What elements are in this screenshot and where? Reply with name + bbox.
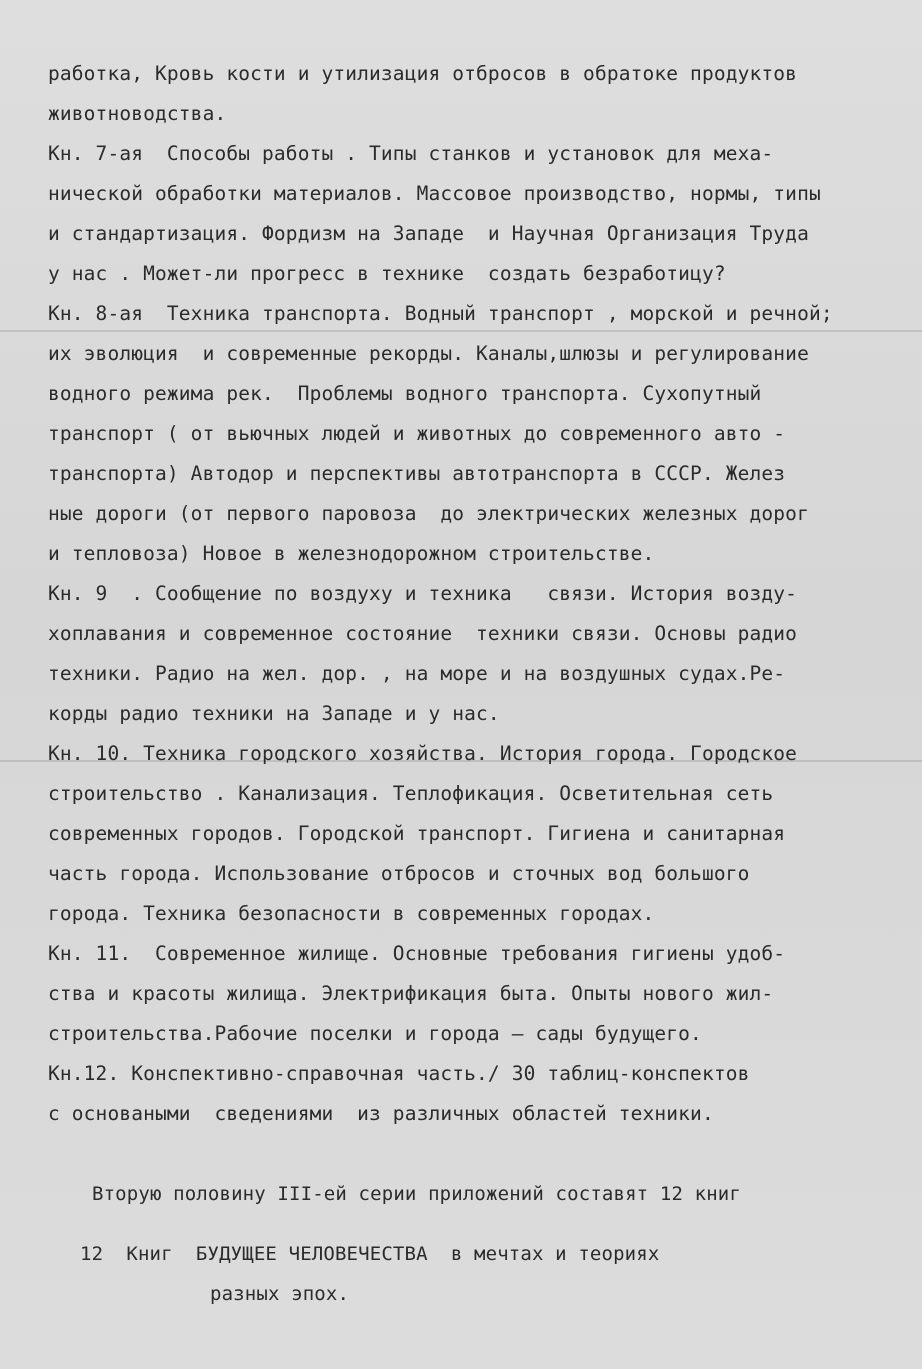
text-line: с основаными сведениями из различных областей техники. <box>48 1102 714 1125</box>
text-line: транспорт ( от вьючных людей и животных до современного авто - <box>48 422 786 445</box>
text-line: техники. Радио на жел. дор. , на море и на воздушных судах.Ре- <box>48 662 786 685</box>
text-line: строительства.Рабочие поселки и города — сады будущего. <box>48 1022 702 1045</box>
text-line: работка, Кровь кости и утилизация отбросов в обратоке продуктов <box>48 62 798 85</box>
text-line: транспорта) Автодор и перспективы автотранспорта в СССР. Желез <box>48 462 786 485</box>
text-line: у нас . Может-ли прогресс в технике создать безработицу? <box>48 262 726 285</box>
text-line: Кн. 10. Техника городского хозяйства. История города. Городское <box>48 742 798 765</box>
text-line: ные дороги (от первого паровоза до электрических железных дорог <box>48 502 809 525</box>
text-line: города. Техника безопасности в современных городах. <box>48 902 655 925</box>
footer-line: 12 Книг БУДУЩЕЕ ЧЕЛОВЕЧЕСТВА в мечтах и теориях <box>80 1243 660 1265</box>
text-line: Кн. 8-ая Техника транспорта. Водный транспорт , морской и речной; <box>48 302 833 325</box>
text-line: и стандартизация. Фордизм на Западе и Научная Организация Труда <box>48 222 809 245</box>
text-line: строительство . Канализация. Теплофикация. Осветительная сеть <box>48 782 774 805</box>
text-line: корды радио техники на Западе и у нас. <box>48 702 500 725</box>
text-line: ства и красоты жилища. Электрификация быта. Опыты нового жил- <box>48 982 774 1005</box>
footer-line: разных эпох. <box>210 1283 350 1305</box>
text-line: водного режима рек. Проблемы водного транспорта. Сухопутный <box>48 382 762 405</box>
text-line: животноводства. <box>48 102 227 125</box>
text-line: часть города. Использование отбросов и сточных вод большого <box>48 862 750 885</box>
text-line: Кн.12. Конспективно-справочная часть./ 30 таблиц-конспектов <box>48 1062 750 1085</box>
footer-line: Вторую половину III-ей серии приложений составят 12 книг <box>92 1183 741 1205</box>
text-line: хоплавания и современное состояние техники связи. Основы радио <box>48 622 798 645</box>
paper-fold <box>0 330 922 332</box>
text-line: нической обработки материалов. Массовое производство, нормы, типы <box>48 182 821 205</box>
text-line: Кн. 11. Современное жилище. Основные требования гигиены удоб- <box>48 942 786 965</box>
text-line: и тепловоза) Новое в железнодорожном строительстве. <box>48 542 655 565</box>
text-line: Кн. 7-ая Способы работы . Типы станков и установок для меха- <box>48 142 774 165</box>
text-line: Кн. 9 . Сообщение по воздуху и техника связи. История возду- <box>48 582 798 605</box>
text-line: их эволюция и современные рекорды. Каналы,шлюзы и регулирование <box>48 342 809 365</box>
text-line: современных городов. Городской транспорт. Гигиена и санитарная <box>48 822 786 845</box>
